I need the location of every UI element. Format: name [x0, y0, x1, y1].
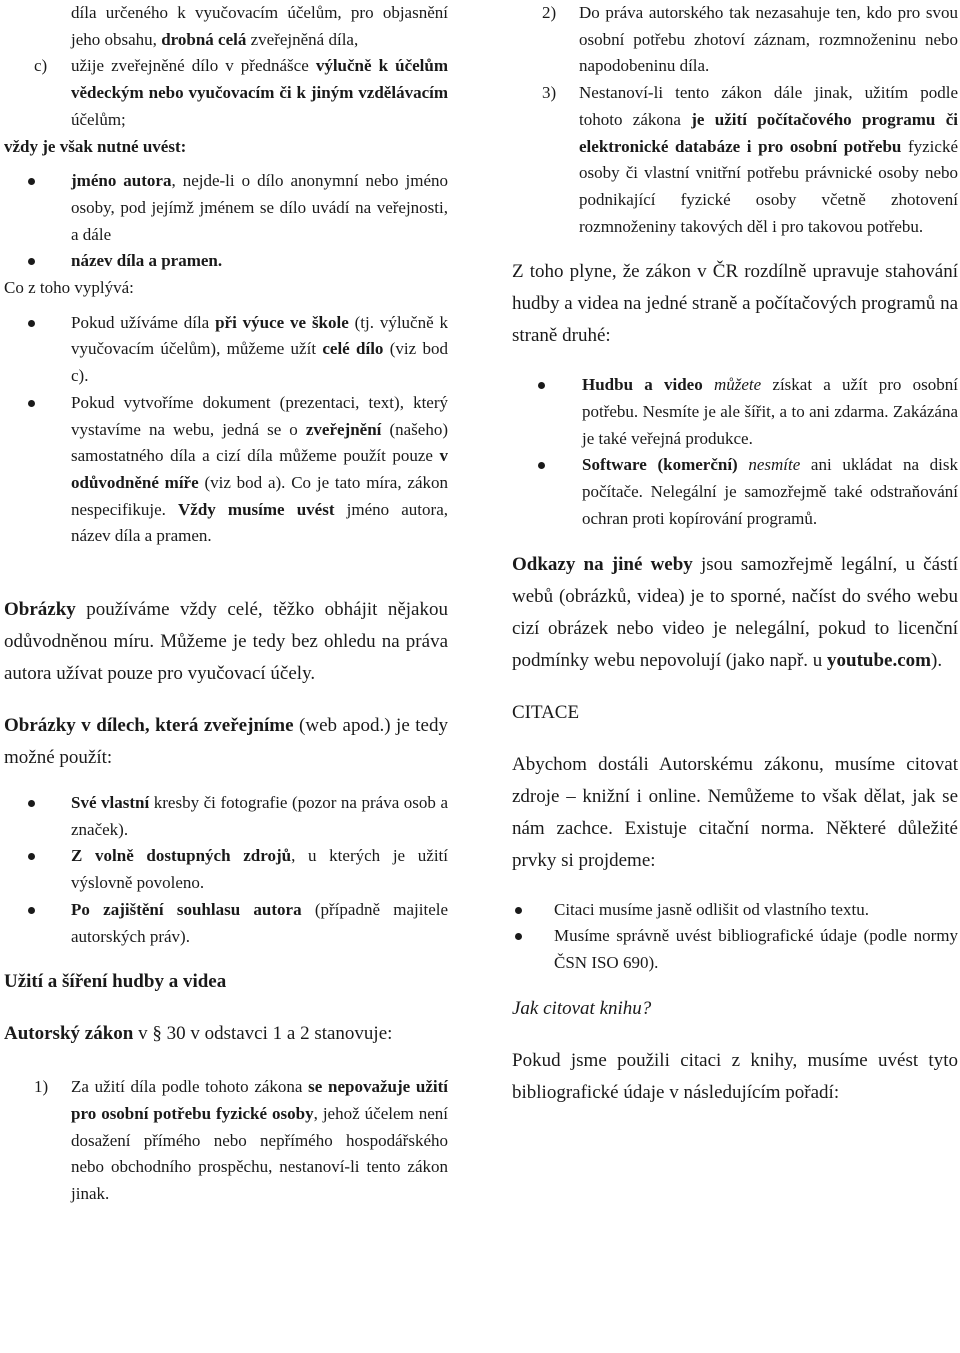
- paragraph: Abychom dostáli Autorskému zákonu, musíme citovat zdroje – knižní i online. Nemůžeme to však dělat, jak se nám zachce. Existuje citační norma. Některé důležité prvky si projdeme:: [512, 753, 958, 871]
- list-item: Z volně dostupných zdrojů, u kterých je užití výslovně povoleno.: [4, 843, 448, 896]
- list-item: název díla a pramen.: [4, 248, 448, 275]
- list-item: 1) Za užití díla podle tohoto zákona se nepovažuje užití pro osobní potřebu fyzické osoby, jehož účelem není dosažení přímého nebo nepřímého hospodářského nebo obchodního prospěchu, nestanoví-li tento zákon jinak.: [34, 1077, 448, 1204]
- bullet-icon: [28, 800, 35, 807]
- list-item: Hudbu a video můžete získat a užít pro osobní potřebu. Nesmíte je ale šířit, a to ani zdarma. Zakázána je také veřejná produkce.: [512, 372, 958, 452]
- list-item: 2) Do práva autorského tak nezasahuje ten, kdo pro svou osobní potřebu zhotoví záznam, rozmnoženinu nebo napodobeninu díla.: [542, 3, 958, 76]
- left-column: [4, 0, 448, 1208]
- bullet-icon: [28, 907, 35, 914]
- paragraph: Pokud jsme použili citaci z knihy, musíme uvést tyto bibliografické údaje v následujícím pořadí:: [512, 1049, 958, 1103]
- list-item: Pokud vytvoříme dokument (prezentaci, text), který vystavíme na webu, jedná se o zveřejnění (našeho) samostatného díla a cizí díla můžeme použít pouze v odůvodněné míře (viz bod a). Co je tato míra, zákon nespecifikuje. Vždy musíme uvést jméno autora, název díla a pramen.: [4, 390, 448, 550]
- section-heading: Užití a šíření hudby a videa: [4, 971, 227, 993]
- right-column: [512, 0, 958, 1109]
- list-item: Citaci musíme jasně odlišit od vlastního textu.: [512, 897, 958, 924]
- paragraph: Obrázky v dílech, která zveřejníme (web apod.) je tedy možné použít:: [4, 715, 448, 769]
- bullet-icon: [515, 907, 522, 914]
- must-cite-heading: vždy je však nutné uvést:: [4, 136, 187, 156]
- paragraph: Obrázky používáme vždy celé, těžko obhájit nějakou odůvodněnou míru. Můžeme je tedy bez ohledu na práva autora užívat pouze pro vyučovací účely.: [4, 599, 448, 685]
- list-item: Po zajištění souhlasu autora (případně majitele autorských práv).: [4, 897, 448, 950]
- list-item: Musíme správně uvést bibliografické údaje (podle normy ČSN ISO 690).: [512, 923, 958, 976]
- bullet-icon: [28, 320, 35, 327]
- section-heading: Jak citovat knihu?: [512, 997, 652, 1019]
- list-item: Své vlastní kresby či fotografie (pozor na práva osob a značek).: [4, 790, 448, 843]
- list-item-c: c) užije zveřejněné dílo v přednášce výlučně k účelům vědeckým nebo vyučovacím či k jiným vzdělávacím účelům;: [34, 56, 448, 129]
- section-heading: Co z toho vyplývá:: [4, 278, 134, 298]
- list-item: Pokud užíváme díla při výuce ve škole (tj. výlučně k vyučovacím účelům), můžeme užít celé dílo (viz bod c).: [4, 310, 448, 390]
- paragraph: Odkazy na jiné weby jsou samozřejmě legální, u částí webů (obrázků, videa) je to sporné, načíst do svého webu cizí obrázek nebo video je nelegální, pokud to licenční podmínky webu nepovolují (jako např. u youtube.com).: [512, 553, 958, 671]
- list-item: 3) Nestanoví-li tento zákon dále jinak, užitím podle tohoto zákona je užití počítačového programu či elektronické databáze i pro osobní potřebu fyzické osoby či vlastní vnitřní potřebu právnické osoby nebo podnikající fyzické osoby včetně zhotovení rozmnoženiny takových děl i pro takovou potřebu.: [542, 83, 958, 236]
- list-item: Software (komerční) nesmíte ani ukládat na disk počítače. Nelegální je samozřejmě také odstraňování ochran proti kopírování programů.: [512, 452, 958, 532]
- bullet-icon: [28, 400, 35, 407]
- list-item: jméno autora, nejde-li o dílo anonymní nebo jméno osoby, pod jejímž jménem se dílo uvádí na veřejnosti, a dále: [4, 168, 448, 248]
- paragraph: Autorský zákon v § 30 v odstavci 1 a 2 stanovuje:: [4, 1023, 393, 1045]
- paragraph: Z toho plyne, že zákon v ČR rozdílně upravuje stahování hudby a videa na jedné straně a počítačových programů na straně druhé:: [512, 261, 958, 347]
- continued-item-b: díla určeného k vyučovacím účelům, pro objasnění jeho obsahu, drobná celá zveřejněná díla,: [71, 3, 448, 49]
- section-heading: CITACE: [512, 701, 580, 723]
